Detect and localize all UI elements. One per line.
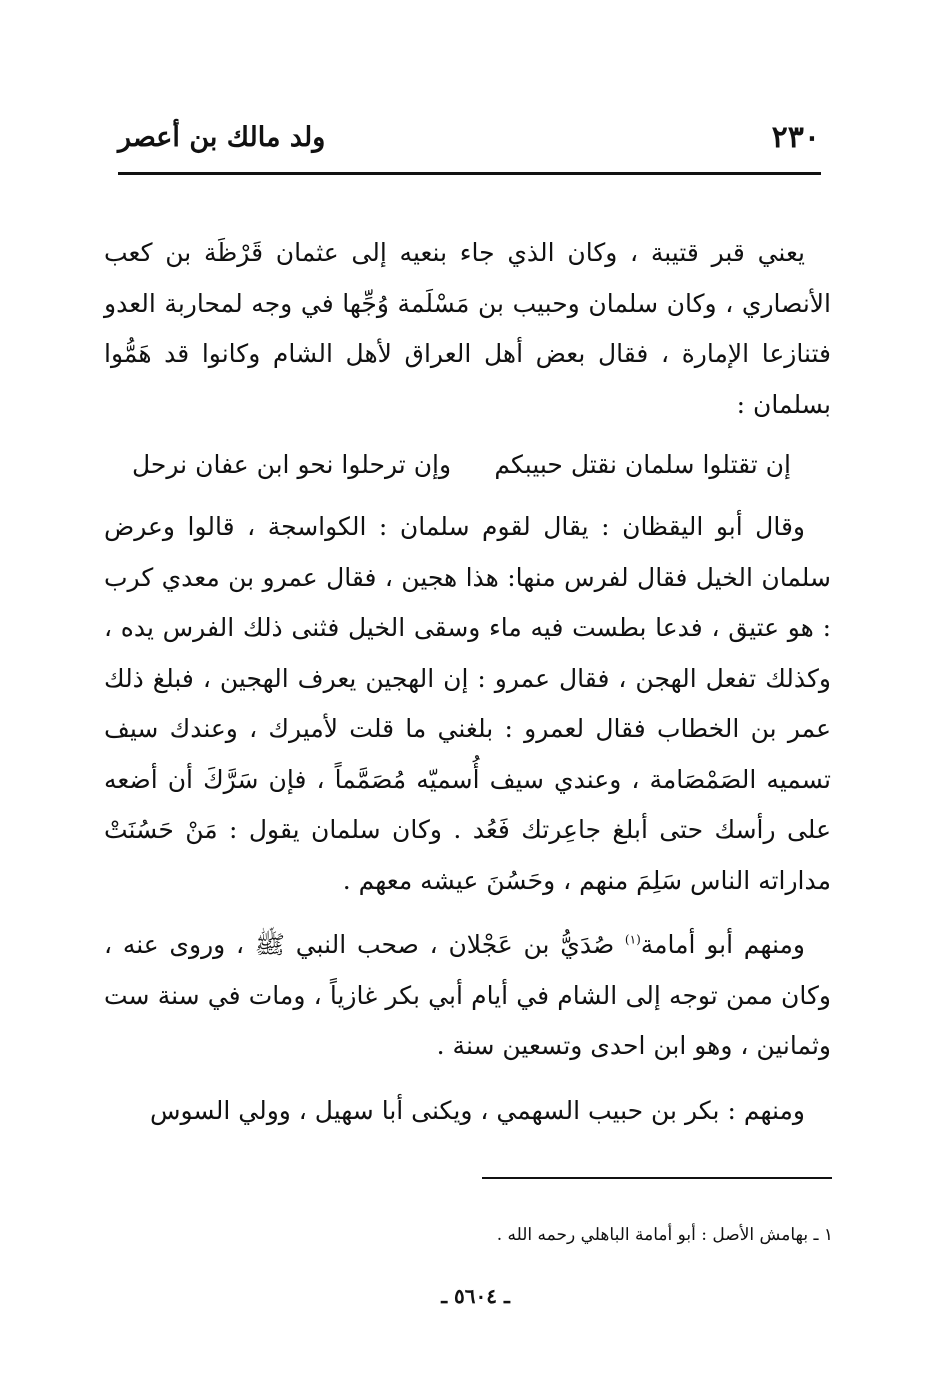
verse-second-hemistich: وإن ترحلوا نحو ابن عفان نرحل	[132, 450, 452, 479]
paragraph-2: وقال أبو اليقظان : يقال لقوم سلمان : الكواسجة ، قالوا وعرض سلمان الخيل فقال لفرس منها: هذا هجين ، فقال عمرو بن معدي كرب : هو عتيق ، فدعا بطست فيه ماء وسقى الخيل فثنى ذلك الفرس يده ، وكذلك تفعل الهجن ، فقال عمرو : إن الهجين يعرف الهجين ، فبلغ ذلك عمر بن الخطاب فقال لعمرو : بلغني ما قلت لأميرك ، وعندك سيف تسميه الصَمْصَامة ، وعندي سيف أُسميّه مُصَمَّماً ، فإن سَرَّكَ أن أضعه على رأسك حتى أبلغ جاعِرتك فَعُد . وكان سلمان يقول : مَنْ حَسُنَتْ مداراته الناس سَلِمَ منهم ، وحَسُنَ عيشه معهم .	[104, 512, 831, 895]
footnote-rule	[482, 1177, 832, 1179]
footnote: ١ ـ بهامش الأصل : أبو أمامة الباهلي رحمه الله .	[496, 1225, 833, 1245]
paragraph-3-lead: ومنهم أبو أمامة	[640, 930, 805, 959]
page-number: ٢٣٠	[771, 120, 820, 155]
running-title: ولد مالك بن أعصر	[118, 122, 326, 153]
verse-first-hemistich: إن تقتلوا سلمان نقتل حبيبكم	[494, 450, 791, 479]
page-header	[118, 120, 820, 174]
header-rule	[118, 172, 821, 175]
paragraph-4: ومنهم : بكر بن حبيب السهمي ، ويكنى أبا سهيل ، وولي السوس	[150, 1095, 805, 1125]
poetry-verse	[104, 440, 831, 490]
folio-number: ـ ٥٦٠٤ ـ	[441, 1284, 510, 1308]
footnote-marker[interactable]: (١)	[624, 932, 641, 947]
main-text	[104, 228, 831, 1136]
paragraph-3-rest: صُدَيُّ بن عَجْلان ، صحب النبي ﷺ ، وروى عنه ، وكان ممن توجه إلى الشام في أيام أبي بكر غازياً ، ومات في سنة ست وثمانين ، وهو ابن احدى وتسعين سنة .	[104, 930, 831, 1060]
paragraph-1: يعني قبر قتيبة ، وكان الذي جاء بنعيه إلى عثمان قَرْظَة بن كعب الأنصاري ، وكان سلمان وحبيب بن مَسْلَمة وُجِّها في وجه لمحاربة العدو فتنازعا الإمارة ، فقال بعض أهل العراق لأهل الشام وكانوا قد هَمُّوا بسلمان :	[104, 238, 831, 419]
paragraph-3	[104, 920, 831, 1072]
